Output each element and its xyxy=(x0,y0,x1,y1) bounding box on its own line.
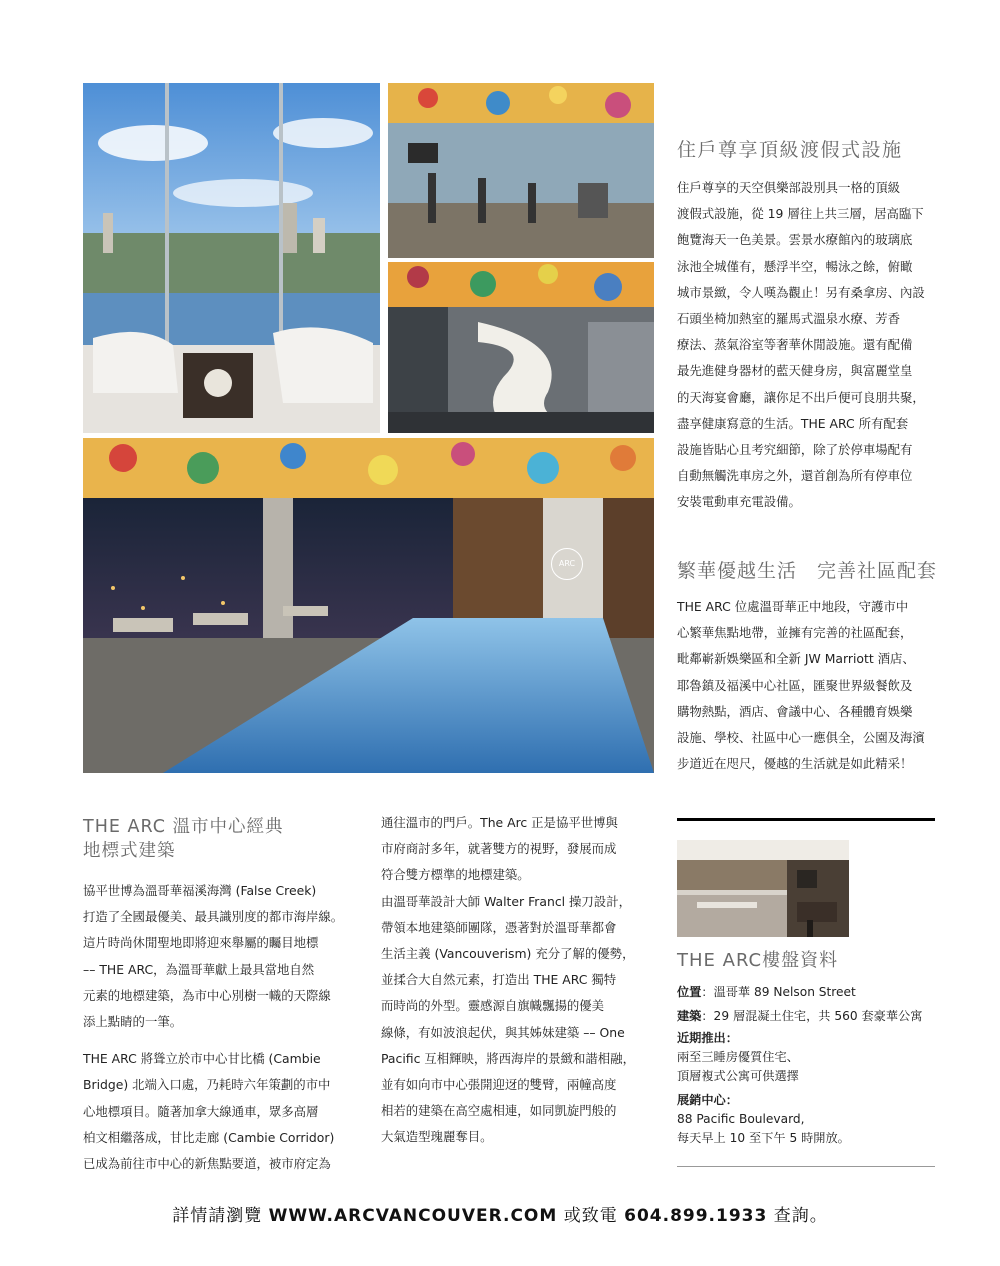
amenities-line: 城市景緻，令人嘆為觀止！另有桑拿房、內設 xyxy=(677,284,925,300)
landmark-line: 相若的建築在高空處相連，如同凱旋門般的 xyxy=(381,1103,617,1119)
landmark-line: 由溫哥華設計大師 Walter Francl 操刀設計， xyxy=(381,893,631,909)
landmark-line: Pacific 互相輝映，將西海岸的景緻和諧相融， xyxy=(381,1050,635,1066)
launch-label: 近期推出： xyxy=(677,1031,738,1045)
amenities-line: 飽覽海天一色美景。雲景水療館內的玻璃底 xyxy=(677,232,913,248)
landmark-line: 線條，有如波浪起伏，與其姊妹建築 –– One xyxy=(381,1024,625,1040)
footer-middle: 或致電 xyxy=(563,1206,618,1226)
footer-phone[interactable]: 604.899.1933 xyxy=(624,1206,768,1226)
community-line: 購物熱點，酒店、會議中心、各種體育娛樂 xyxy=(677,703,913,719)
building-label: 建築 xyxy=(677,1009,702,1023)
launch-value: 兩至三睡房優質住宅、 頂層複式公寓可供選擇 xyxy=(677,1050,799,1083)
landmark-line: 通往溫市的門戶。The Arc 正是協平世博與 xyxy=(381,815,618,830)
community-heading: 繁華優越生活 完善社區配套 xyxy=(677,560,938,582)
sales-value: 88 Pacific Boulevard, 每天早上 10 至下午 5 時開放。 xyxy=(677,1112,850,1145)
community-line: 耶魯鎮及福溪中心社區，匯聚世界級餐飲及 xyxy=(677,677,913,693)
info-location xyxy=(677,983,947,1002)
landmark-line: 生活主義 (Vancouverism) 充分了解的優勢， xyxy=(381,946,635,962)
landmark-heading-line2: 地標式建築 xyxy=(83,841,176,861)
landmark-line: 元素的地標建築，為市中心別樹一幟的天際線 xyxy=(83,987,331,1003)
building-value: ：29 層混凝土住宅，共 560 套豪華公寓 xyxy=(701,1009,923,1023)
info-top-rule xyxy=(677,818,935,821)
landmark-line: 柏文相繼落成，甘比走廊 (Cambie Corridor) xyxy=(83,1129,335,1145)
amenities-line: 最先進健身器材的藍天健身房，與富麗堂皇 xyxy=(677,363,913,379)
amenities-line: 渡假式設施，從 19 層往上共三層，居高臨下 xyxy=(677,206,924,222)
info-specs xyxy=(677,983,947,1148)
landmark-line: 大氣造型瑰麗奪目。 xyxy=(381,1129,493,1145)
footer-url-link[interactable]: WWW.ARCVANCOUVER.COM xyxy=(268,1206,558,1226)
amenities-heading: 住戶尊享頂級渡假式設施 xyxy=(677,139,903,161)
location-value: ：溫哥華 89 Nelson Street xyxy=(701,985,856,999)
landmark-line: 已成為前往市中心的新焦點要道，被市府定為 xyxy=(83,1156,331,1172)
amenities-line: 自動無觸洗車房之外，還首創為所有停車位 xyxy=(677,468,913,484)
community-line: 心繁華焦點地帶，並擁有完善的社區配套， xyxy=(677,625,913,641)
landmark-line: 而時尚的外型。靈感源自旗幟飄揚的優美 xyxy=(381,998,605,1014)
landmark-column-1 xyxy=(83,878,358,1177)
footer xyxy=(0,1201,1000,1226)
landmark-line: 這片時尚休閒聖地即將迎來舉屬的矚目地標 xyxy=(83,935,319,951)
amenities-line: 泳池全城僅有，懸浮半空，暢泳之餘，俯瞰 xyxy=(677,258,913,274)
amenities-line: 設施皆貼心且考究細節，除了於停車場配有 xyxy=(677,442,913,458)
landmark-line: 協平世博為溫哥華福溪海灣 (False Creek) xyxy=(83,883,317,898)
landmark-line: 市府商討多年，就著雙方的視野，發展而成 xyxy=(381,841,617,857)
amenities-line: 安裝電動車充電設備。 xyxy=(677,494,801,510)
landmark-column-2 xyxy=(381,810,656,1151)
pool-logo: ARC xyxy=(551,548,583,580)
amenities-line: 療法、蒸氣浴室等奢華休閒設施。還有配備 xyxy=(677,337,913,353)
community-line: THE ARC 位處溫哥華正中地段，守護市中 xyxy=(677,599,909,614)
community-body xyxy=(677,594,957,777)
community-line: 步道近在咫尺，優越的生活就是如此精采！ xyxy=(677,756,913,772)
gym-photo xyxy=(388,83,654,258)
amenities-line: 住戶尊享的天空俱樂部設別具一格的頂級 xyxy=(677,180,901,195)
info-bottom-rule xyxy=(677,1166,935,1167)
info-building xyxy=(677,1007,947,1026)
landmark-heading-line1: THE ARC 溫市中心經典 xyxy=(83,817,284,837)
amenities-line: 石頭坐椅加熱室的羅馬式溫泉水療、芳香 xyxy=(677,311,901,327)
landmark-line: 並揉合大自然元素，打造出 THE ARC 獨特 xyxy=(381,972,617,988)
landmark-line: 並有如向市中心張開迎迓的雙臂，兩幢高度 xyxy=(381,1077,617,1093)
landmark-heading xyxy=(83,815,284,863)
amenities-line: 的天海宴會廳，讓你足不出戶便可良朋共聚， xyxy=(677,389,925,405)
info-heading: THE ARC樓盤資料 xyxy=(677,950,839,971)
landmark-line: THE ARC 將聳立於市中心甘比橋 (Cambie xyxy=(83,1051,321,1067)
amenities-body xyxy=(677,175,952,516)
landmark-line: 心地標項目。隨著加拿大線通車，眾多高層 xyxy=(83,1103,319,1119)
landmark-line: Bridge) 北端入口處，乃耗時六年策劃的市中 xyxy=(83,1077,331,1093)
community-line: 設施、學校、社區中心一應俱全，公園及海濱 xyxy=(677,730,925,746)
footer-prefix: 詳情請瀏覽 xyxy=(172,1206,263,1226)
amenities-line: 盡享健康寫意的生活。THE ARC 所有配套 xyxy=(677,415,909,431)
kitchen-photo xyxy=(677,840,849,937)
landmark-line: 添上點睛的一筆。 xyxy=(83,1014,183,1030)
stair-photo xyxy=(388,262,654,433)
community-line: 毗鄰嶄新娛樂區和全新 JW Marriott 酒店、 xyxy=(677,651,915,667)
location-label: 位置 xyxy=(677,985,702,999)
lounge-photo xyxy=(83,83,380,433)
landmark-line: 打造了全國最優美、最具識別度的都市海岸線。 xyxy=(83,909,344,925)
footer-suffix: 查詢。 xyxy=(773,1206,828,1226)
landmark-line: 符合雙方標準的地標建築。 xyxy=(381,867,530,883)
landmark-line: –– THE ARC，為溫哥華獻上最具當地自然 xyxy=(83,961,315,977)
pool-photo xyxy=(83,438,654,773)
landmark-line: 帶領本地建築師團隊，憑著對於溫哥華都會 xyxy=(381,919,617,935)
sales-label: 展銷中心： xyxy=(677,1093,738,1107)
